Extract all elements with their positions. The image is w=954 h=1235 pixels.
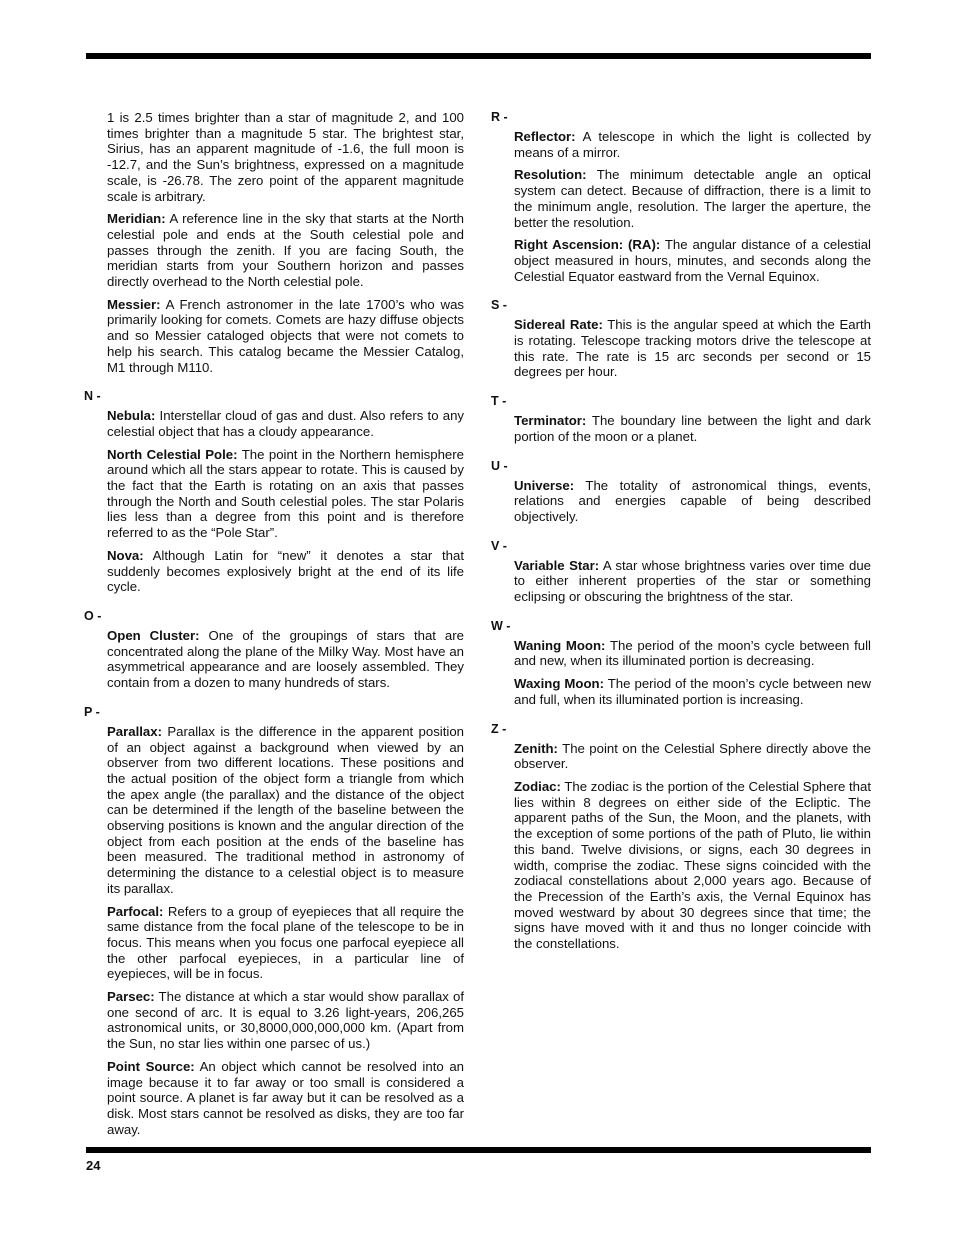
glossary-entry	[514, 558, 871, 605]
glossary-entry	[514, 638, 871, 669]
section-z	[491, 722, 871, 952]
section-s	[491, 298, 871, 380]
section-letter: U -	[491, 458, 508, 473]
entry-term: Reflector:	[514, 129, 576, 144]
entry-term: Nova:	[107, 547, 144, 563]
entry-term: Point Source:	[107, 1058, 195, 1074]
glossary-entry	[514, 779, 871, 952]
section-n	[84, 389, 464, 595]
entry-text: A star whose brightness varies over time due to either inherent properties of the star or something eclipsing or obscuring the brightness of the star.	[514, 557, 871, 605]
entry-term: North Celestial Pole:	[107, 446, 238, 462]
section-letter: R -	[491, 110, 508, 124]
entry-text: This is the angular speed at which the Earth is rotating. Telescope tracking motors drive the telescope at this rate. The rate is 15 arc seconds per second or 15 degrees per hour.	[514, 317, 871, 380]
glossary-entry	[107, 628, 464, 691]
entry-term: Parsec:	[107, 989, 155, 1005]
entry-term: Waxing Moon:	[514, 676, 604, 692]
entry-text: An object which cannot be resolved into an image because it to far away or too small is considered a point source. A planet is far away but it can be resolved as a disk. Most stars cannot be resolved as disks, they are too far away.	[107, 1058, 464, 1137]
right-column	[491, 110, 871, 966]
glossary-entry	[514, 317, 871, 380]
glossary-entry	[107, 408, 464, 439]
section-letter: S -	[491, 298, 507, 313]
entry-text: The point on the Celestial Sphere directly above the observer.	[514, 740, 871, 772]
entry-text: Interstellar cloud of gas and dust. Also refers to any celestial object that has a cloudy appearance.	[107, 408, 464, 439]
section-w	[491, 619, 871, 708]
section-u	[491, 459, 871, 525]
entry-text: The angular distance of a celestial object measured in hours, minutes, and seconds along the Celestial Equator eastward from the Vernal Equinox.	[514, 237, 871, 284]
entry-term: Waning Moon:	[514, 637, 606, 653]
entry-text: A reference line in the sky that starts at the North celestial pole and ends at the South celestial pole and passes through the zenith. If you are facing South, the meridian starts from your Southern horizon and passes directly overhead to the North celestial pole.	[107, 211, 464, 290]
entry-text: Refers to a group of eyepieces that all require the same distance from the focal plane of the telescope to be in focus. This means when you focus one parfocal eyepiece all the other parfocal eyepieces, in a particular line of eyepieces, will be in focus.	[107, 903, 464, 982]
entry-text: Parallax is the difference in the apparent position of an object against a background when viewed by an observer from two different locations. These positions and the actual position of the object form a triangle from which the apex angle (the parallax) and the distance of the object can be determined if the length of the baseline between the observing positions is known and the angular direction of the object from each position at the ends of the baseline has been measured. The traditional method in astronomy of determining the distance to a celestial object is to measure its parallax.	[107, 723, 464, 896]
section-letter: P -	[84, 704, 100, 719]
glossary-entry	[514, 478, 871, 525]
section-letter: W -	[491, 618, 511, 633]
entry-term: Open Cluster:	[107, 627, 200, 643]
glossary-entry	[514, 741, 871, 772]
glossary-entry	[107, 1059, 464, 1138]
entry-term: Sidereal Rate:	[514, 317, 603, 333]
section-t	[491, 394, 871, 444]
entry-text: A French astronomer in the late 1700’s who was primarily looking for comets. Comets are hazy diffuse objects and so Messier cataloged objects that were not comets to help his search. This catalog became the Messier Catalog, M1 through M110.	[107, 296, 464, 375]
entry-term: Variable Star:	[514, 557, 600, 573]
section-letter: T -	[491, 394, 507, 409]
section-letter: V -	[491, 538, 507, 553]
glossary-entry	[107, 297, 464, 376]
entry-term: Nebula:	[107, 408, 156, 424]
top-rule	[86, 53, 871, 59]
entry-text: The period of the moon’s cycle between full and new, when its illuminated portion is decreasing.	[514, 637, 871, 669]
entry-text: Although Latin for “new” it denotes a star that suddenly becomes explosively bright at the end of its life cycle.	[107, 547, 464, 595]
entry-text: One of the groupings of stars that are concentrated along the plane of the Milky Way. Most have an asymmetrical appearance and are loosely assembled. They contain from a dozen to many hundreds of stars.	[107, 627, 464, 691]
entry-text: A telescope in which the light is collected by means of a mirror.	[514, 129, 871, 160]
glossary-entry	[514, 167, 871, 230]
entry-text: The distance at which a star would show parallax of one second of arc. It is equal to 3.26 light-years, 206,265 astronomical units, or 30,8000,000,000,000 km. (Apart from the Sun, no star lies within one parsec of us.)	[107, 989, 464, 1052]
entry-term: Resolution:	[514, 167, 587, 183]
entry-term: Terminator:	[514, 413, 587, 429]
glossary-entry	[514, 237, 871, 284]
entry-term: Right Ascension: (RA):	[514, 237, 661, 253]
entry-term: Meridian:	[107, 211, 166, 227]
entry-term: Parallax:	[107, 723, 162, 739]
glossary-entry	[107, 904, 464, 983]
glossary-entry	[514, 129, 871, 160]
glossary-entry	[107, 211, 464, 290]
entry-term: Zodiac:	[514, 778, 561, 794]
section-v	[491, 539, 871, 605]
glossary-entry	[514, 676, 871, 707]
bottom-rule	[86, 1147, 871, 1153]
entry-term: Zenith:	[514, 740, 558, 756]
page-number: 24	[86, 1158, 101, 1173]
section-m-continued	[84, 110, 464, 375]
section-letter: O -	[84, 608, 102, 623]
left-column	[84, 110, 464, 1151]
entry-text: The point in the Northern hemisphere around which all the stars appear to rotate. This is caused by the fact that the Earth is rotating on an axis that passes through the North and South celestial poles. The star Polaris lies less than a degree from this point and is therefore referred to as the “Pole Star”.	[107, 446, 464, 541]
entry-text: The zodiac is the portion of the Celestial Sphere that lies within 8 degrees on either side of the Ecliptic. The apparent paths of the Sun, the Moon, and the planets, with the exception of some portions of the path of Pluto, lie within this band. Twelve divisions, or signs, each 30 degrees in width, comprise the zodiac. These signs coincided with the zodiacal constellations about 2,000 years ago. Because of the Precession of the Earth’s axis, the Vernal Equinox has moved westward by about 30 degrees since that time; the signs have moved with it and thus no longer coincide with the constellations.	[514, 778, 871, 952]
glossary-entry	[107, 989, 464, 1052]
entry-term: Parfocal:	[107, 903, 164, 919]
entry-text: The totality of astronomical things, events, relations and energies capable of being described objectively.	[514, 477, 871, 524]
section-p	[84, 705, 464, 1138]
entry-term: Messier:	[107, 296, 161, 312]
glossary-entry	[514, 413, 871, 444]
entry-text: The period of the moon’s cycle between new and full, when its illuminated portion is increasing.	[514, 676, 871, 707]
section-o	[84, 609, 464, 691]
section-letter: Z -	[491, 721, 507, 736]
entry-text: The boundary line between the light and dark portion of the moon or a planet.	[514, 413, 871, 444]
entry-term: Universe:	[514, 477, 575, 493]
section-letter: N -	[84, 389, 101, 404]
intro-paragraph: 1 is 2.5 times brighter than a star of magnitude 2, and 100 times brighter than a magnitude 5 star. The brightest star, Sirius, has an apparent magnitude of -1.6, the full moon is -12.7, and the Sun’s brightness, expressed on a magnitude scale, is -26.78. The zero point of the apparent magnitude scale is arbitrary.	[107, 110, 464, 204]
entry-text: The minimum detectable angle an optical system can detect. Because of diffraction, there is a limit to the minimum angle, resolution. The larger the aperture, the better the resolution.	[514, 167, 871, 230]
glossary-entry	[107, 447, 464, 541]
glossary-entry	[107, 724, 464, 897]
glossary-entry	[107, 548, 464, 595]
section-r	[491, 110, 871, 284]
